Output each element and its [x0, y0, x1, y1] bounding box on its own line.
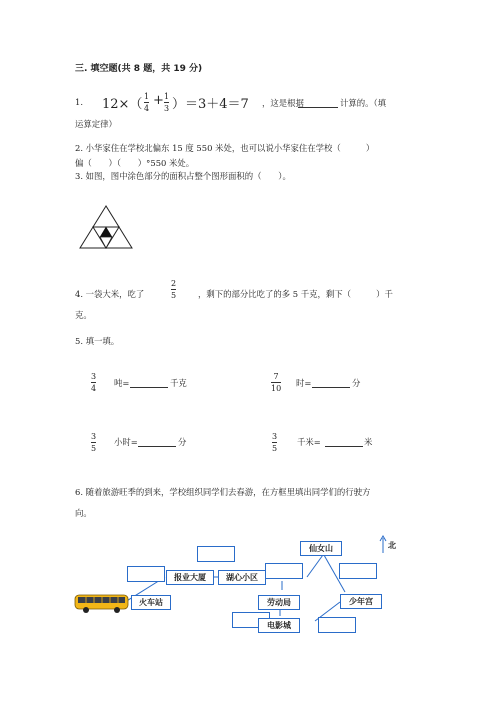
q6-line2: 向。 — [75, 508, 92, 518]
place-labor-bureau: 劳动局 — [258, 595, 300, 610]
q5-title: 5. 填一填。 — [75, 336, 120, 346]
q5-item3-unit2: 分 — [178, 437, 187, 447]
q5-item3-fraction — [91, 432, 96, 453]
direction-box-2[interactable] — [127, 566, 165, 582]
q5-item4-blank[interactable] — [325, 436, 363, 447]
q5-item3-denominator: 5 — [91, 444, 97, 453]
place-train-station: 火车站 — [131, 595, 171, 610]
q1-line2: 运算定律） — [75, 119, 117, 129]
q2-line1: 2. 小华家住在学校北偏东 15 度 550 米处，也可以说小华家住在学校（ ） — [75, 143, 375, 153]
q1-after2: 计算的。（填 — [340, 98, 387, 108]
q5-item2-numerator: 7 — [273, 372, 279, 381]
q1-number: 1. — [75, 97, 83, 107]
section-title: 三. 填空题(共 8 题，共 19 分) — [75, 64, 203, 74]
north-label: 北 — [388, 541, 396, 550]
q1-lead: 12×（ — [102, 97, 143, 112]
q5-item3-numerator: 3 — [91, 432, 97, 441]
place-youth-palace: 少年宫 — [340, 594, 382, 609]
q5-item3-blank[interactable] — [138, 436, 176, 447]
q4-fraction — [171, 279, 176, 300]
bus-icon — [74, 592, 130, 614]
direction-box-3[interactable] — [265, 563, 303, 579]
q5-item1-unit2: 千克 — [170, 378, 187, 388]
direction-box-1[interactable] — [197, 546, 235, 562]
direction-box-6[interactable] — [318, 617, 356, 633]
q4-line2: 克。 — [75, 310, 92, 320]
q4-lead: 4. 一袋大米，吃了 — [75, 289, 145, 299]
q1-fraction-2 — [164, 92, 169, 113]
q5-item4-unit2: 米 — [364, 437, 373, 447]
place-cinema: 电影城 — [258, 618, 300, 633]
q1-f2-denominator: 3 — [164, 104, 170, 113]
place-fairy-mountain: 仙女山 — [300, 541, 342, 556]
q1-f1-denominator: 4 — [144, 104, 150, 113]
q5-item4-denominator: 5 — [272, 444, 278, 453]
q5-item1-numerator: 3 — [91, 372, 97, 381]
q4-tail: ，剩下的部分比吃了的多 5 千克，剩下（ ）千 — [198, 289, 393, 299]
q5-item3-unit1: 小时= — [114, 437, 138, 447]
place-newspaper-building: 报业大厦 — [166, 570, 214, 585]
triangle-figure — [78, 204, 134, 250]
q1-fraction-1 — [144, 92, 149, 113]
q2-line2: 偏（ ）（ ）°550 米处。 — [75, 158, 195, 168]
q1-tail: ）＝3＋4＝7 — [172, 97, 249, 112]
q5-item4-numerator: 3 — [272, 432, 278, 441]
q5-item2-blank[interactable] — [312, 377, 350, 388]
q5-item2-unit2: 分 — [352, 378, 361, 388]
q1-after: ，这是根据 — [262, 98, 304, 108]
q5-item1-blank[interactable] — [130, 377, 168, 388]
q4-denominator: 5 — [171, 291, 177, 300]
q5-item1-denominator: 4 — [91, 384, 97, 393]
q5-item2-denominator: 10 — [271, 384, 282, 393]
q5-item1-fraction — [91, 372, 96, 393]
q1-answer-blank[interactable] — [298, 97, 338, 108]
q5-item1-unit1: 吨= — [114, 378, 130, 388]
q1-f2-numerator: 1 — [164, 92, 170, 101]
q5-item2-fraction — [271, 372, 281, 393]
q5-item2-unit1: 时= — [296, 378, 312, 388]
direction-box-4[interactable] — [339, 563, 377, 579]
q5-item4-unit1: 千米= — [297, 437, 321, 447]
q4-numerator: 2 — [171, 279, 177, 288]
q1-plus: + — [153, 93, 164, 108]
q3-text: 3. 如图，图中涂色部分的面积占整个图形面积的（ ）。 — [75, 171, 291, 181]
q6-line1: 6. 随着旅游旺季的到来，学校组织同学们去春游，在方框里填出同学们的行驶方 — [75, 487, 371, 497]
q5-item4-fraction — [272, 432, 277, 453]
q1-f1-numerator: 1 — [144, 92, 150, 101]
place-lake-community: 湖心小区 — [218, 570, 266, 585]
